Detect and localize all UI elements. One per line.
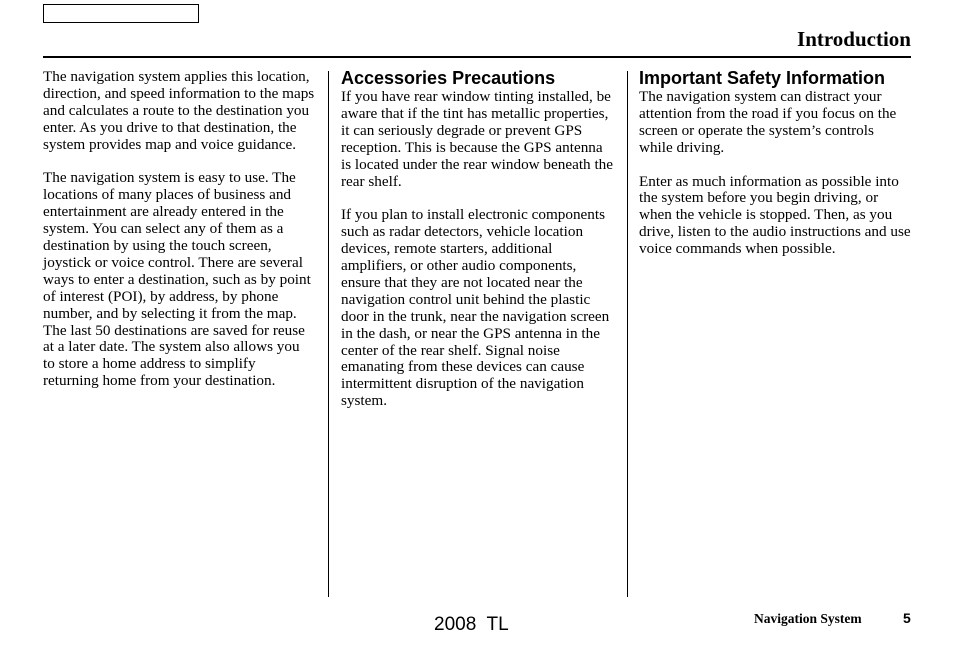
column-divider-2 <box>627 71 628 597</box>
header-rule <box>43 56 911 58</box>
safety-heading: Important Safety Information <box>639 68 886 88</box>
safety-paragraph-2: Enter as much information as possible into the system before you begin driving, or when the vehicle is stopped. Then, as you drive, listen to the audio instructions and use voice commands when possible. <box>639 172 911 258</box>
accessories-heading: Accessories Precautions <box>341 68 556 88</box>
footer-model: 2008 TL <box>434 614 509 635</box>
column-intro <box>43 69 315 407</box>
accessories-paragraph-1: If you have rear window tinting installed, be aware that if the tint has metallic properties, it can seriously degrade or prevent GPS reception. This is because the GPS antenna is located under the rear window beneath the rear shelf. <box>341 88 614 190</box>
accessories-paragraph-2: If you plan to install electronic components such as radar detectors, vehicle location devices, remote starters, additional amplifiers, or other audio components, ensure that they are not located near the navigation control unit behind the plastic door in the trunk, near the navigation screen in the dash, or near the GPS antenna in the center of the rear shelf. Signal noise emanating from these devices can cause intermittent disruption of the navigation system. <box>341 206 610 410</box>
footer-section-name: Navigation System <box>754 611 862 626</box>
safety-paragraph-1: The navigation system can distract your attention from the road if you focus on the screen or operate the system’s controls while driving. <box>639 88 897 156</box>
intro-paragraph-1: The navigation system applies this location, direction, and speed information to the maps and calculates a route to the destination you enter. As you drive to that destination, the system provides map and voice guidance. <box>43 68 315 153</box>
column-accessories <box>341 68 613 427</box>
intro-paragraph-2: The navigation system is easy to use. The locations of many places of business and entertainment are already entered in the system. You can select any of them as a destination by using the touch screen, joystick or voice control. There are several ways to enter a destination, such as by point of interest (POI), by address, by phone number, and by selecting it from the map. The last 50 destinations are saved for reuse at a later date. The system also allows you to store a home address to simplify returning home from your destination. <box>43 169 311 390</box>
column-safety <box>639 68 911 275</box>
header-tab-box <box>43 4 199 23</box>
footer-page-number: 5 <box>903 610 911 626</box>
page-title: Introduction <box>797 27 911 51</box>
column-divider-1 <box>328 71 329 597</box>
